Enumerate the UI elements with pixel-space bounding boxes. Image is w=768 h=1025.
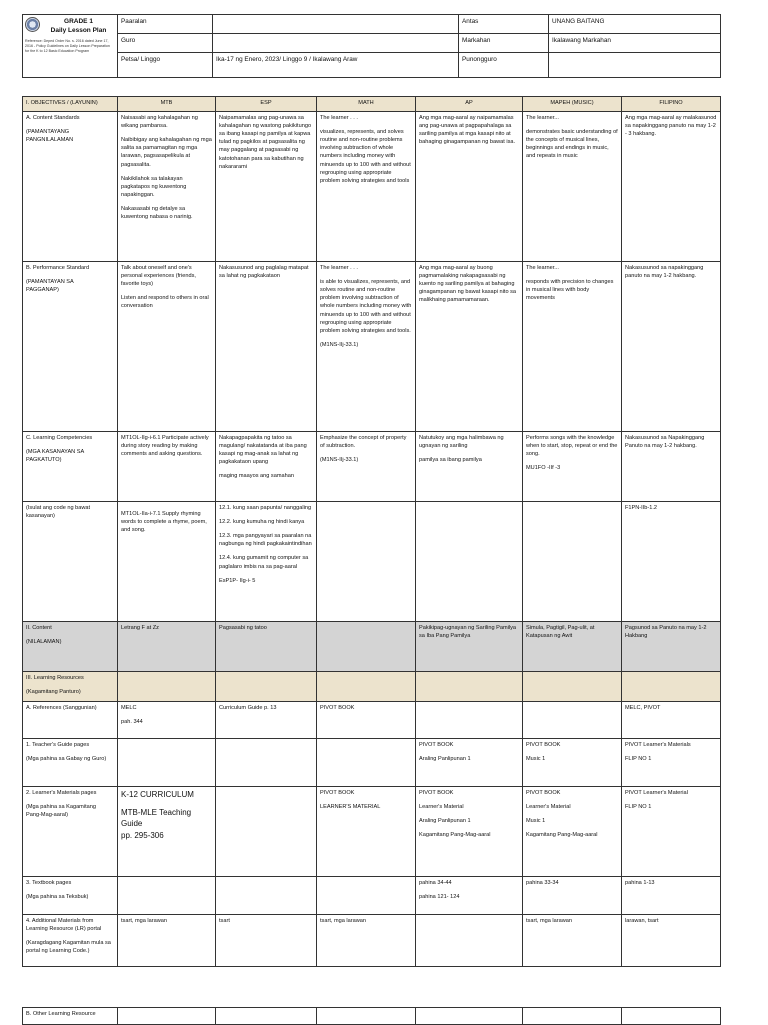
row-performance-standard bbox=[23, 262, 721, 432]
column-header: I. OBJECTIVES / (LAYUNIN) bbox=[23, 97, 118, 112]
row-label bbox=[23, 432, 118, 502]
cell-line: FLIP NO 1 bbox=[625, 804, 652, 811]
row-references bbox=[23, 702, 721, 739]
reference-note: Reference: Deped Order No. s. 2016 dated June 17, 2016 - Policy Guidelines on Daily Lesson Preparation for the K to 12 Basic Education Program bbox=[25, 38, 110, 53]
cell-line: Naipamamalas ang pag-unawa sa kahalagahan ng wastong pakikitungo sa ibang kasapi ng pamilya at kapwa tulad ng pagkilos at pagsasalita ng may paggalang at pagsasabi ng katotohanan para sa kabutihan ng nakararami bbox=[219, 115, 312, 170]
cell-line bbox=[320, 674, 412, 680]
column-header: MTB bbox=[118, 97, 216, 112]
column-header-row bbox=[23, 97, 721, 112]
subject-cell bbox=[317, 112, 416, 262]
subject-cell bbox=[416, 112, 523, 262]
subject-cell bbox=[216, 262, 317, 432]
cell-line: B. Performance Standard bbox=[26, 265, 90, 271]
subject-cell bbox=[317, 787, 416, 877]
markahan-label: Markahan bbox=[459, 34, 549, 53]
guro-label: Guro bbox=[118, 34, 213, 53]
row-code bbox=[23, 502, 721, 622]
subject-cell bbox=[118, 112, 216, 262]
cell-line: The learner... bbox=[526, 115, 559, 121]
subject-cell bbox=[317, 672, 416, 702]
cell-line: PIVOT BOOK bbox=[320, 790, 355, 796]
cell-line: Pang-Mag-aaral) bbox=[26, 812, 68, 819]
other-resource-label: B. Other Learning Resource bbox=[23, 1008, 118, 1025]
cell-line: Naibibigay ang kahalagahan ng mga salita sa pamamagitan ng mga larawan, pagsasapelikula at pagsasalita. bbox=[121, 137, 212, 168]
cell-line: (Mga pahina sa Teksbuk) bbox=[26, 894, 89, 901]
cell-line: Curriculum Guide p. 13 bbox=[219, 705, 277, 711]
cell-line bbox=[219, 741, 313, 747]
row-textbook-pages bbox=[23, 877, 721, 915]
cell-line: K-12 CURRICULUM bbox=[121, 790, 194, 799]
cell-line: Nakasusunod sa Napakinggang Panuto na may 1-2 hakbang. bbox=[625, 435, 705, 450]
row-teachers-guide bbox=[23, 739, 721, 787]
cell-line: pp. 295-306 bbox=[121, 830, 164, 840]
cell-line: (NILALAMAN) bbox=[26, 639, 62, 646]
cell-line: Pagsunod sa Panuto na may 1-2 Hakbang bbox=[625, 625, 707, 640]
cell-line: tsart, mga larawan bbox=[526, 918, 573, 924]
subject-cell bbox=[118, 432, 216, 502]
cell-line bbox=[526, 704, 618, 710]
cell-line: tsart, mga larawan bbox=[121, 918, 168, 924]
subject-cell bbox=[622, 739, 721, 787]
header-table bbox=[22, 14, 721, 78]
subject-cell bbox=[118, 915, 216, 967]
subject-cell bbox=[118, 672, 216, 702]
cell-line: Ang mga mag-aaral ay malakasunod sa napakinggang panuto na may 1-2 - 3 hakbang. bbox=[625, 115, 717, 138]
cell-line bbox=[419, 917, 519, 923]
cell-line: MT1OL-IIg-i-6.1 Participate actively during story reading by making comments and asking questions. bbox=[121, 435, 209, 458]
cell-line: Natutukoy ang mga halimbawa ng ugnayan ng sariling bbox=[419, 435, 504, 450]
cell-line: Letrang F at Zz bbox=[121, 625, 159, 631]
subject-cell bbox=[622, 262, 721, 432]
cell-line: Pakikipag-ugnayan ng Sariling Pamilya sa Iba Pang Pamilya bbox=[419, 625, 517, 640]
cell-line: tsart, mga larawan bbox=[320, 918, 367, 924]
subject-cell bbox=[216, 432, 317, 502]
cell-line: larawan, tsart bbox=[625, 918, 659, 924]
cell-line bbox=[625, 674, 717, 680]
cell-line: MU1FO -IIf -3 bbox=[526, 465, 561, 472]
subject-cell bbox=[317, 915, 416, 967]
cell-line: Naisasabi ang kahalagahan ng wikang pambansa. bbox=[121, 115, 198, 130]
subject-cell bbox=[317, 702, 416, 739]
subject-cell bbox=[416, 262, 523, 432]
subject-cell bbox=[118, 702, 216, 739]
cell-line: C. Learning Competencies bbox=[26, 435, 93, 441]
subject-cell bbox=[622, 622, 721, 672]
subject-cell bbox=[622, 112, 721, 262]
cell-line: tsart bbox=[219, 918, 230, 924]
row-label bbox=[23, 622, 118, 672]
cell-line bbox=[320, 624, 412, 630]
subject-cell bbox=[622, 502, 721, 622]
deped-seal-icon bbox=[25, 17, 40, 32]
subject-cell bbox=[416, 622, 523, 672]
cell-line: (Mga pahina sa Gabay ng Guro) bbox=[26, 756, 107, 763]
lesson-plan-table bbox=[22, 96, 721, 967]
cell-line bbox=[121, 879, 212, 885]
cell-line bbox=[121, 741, 212, 747]
subject-cell bbox=[622, 672, 721, 702]
row-label bbox=[23, 672, 118, 702]
cell-line: PIVOT BOOK bbox=[419, 790, 454, 796]
paaralan-value bbox=[213, 15, 459, 34]
cell-line: (M1NS-IIj-33.1) bbox=[320, 457, 359, 464]
subject-cell bbox=[523, 502, 622, 622]
guro-value bbox=[213, 34, 459, 53]
antas-value: UNANG BAITANG bbox=[549, 15, 721, 34]
subject-cell bbox=[317, 262, 416, 432]
cell-line: The learner . . . bbox=[320, 265, 358, 271]
cell-line: PIVOT BOOK bbox=[526, 790, 561, 796]
cell-line: Ang mga mag-aaral ay naipamamalas ang pag-unawa at pagpapahalaga sa sariling pamilya at mga kasapi nito at bahaging ginagampanan ng bawat isa. bbox=[419, 115, 516, 146]
subject-cell bbox=[216, 112, 317, 262]
subject-cell bbox=[523, 787, 622, 877]
row-label bbox=[23, 915, 118, 967]
cell-line: II. Content bbox=[26, 625, 52, 631]
subject-cell bbox=[416, 702, 523, 739]
subject-cell bbox=[523, 739, 622, 787]
cell-line: LEARNER'S MATERIAL bbox=[320, 804, 381, 811]
cell-line: (Karagdagang Kagamitan mula sa portal ng Learning Code.) bbox=[26, 940, 111, 955]
cell-line: Learner's Material bbox=[526, 804, 571, 811]
cell-line: PIVOT BOOK bbox=[526, 742, 561, 748]
plan-title: Daily Lesson Plan bbox=[50, 27, 107, 35]
row-label bbox=[23, 502, 118, 622]
cell-line: (PAMANTAYAN SA bbox=[26, 279, 74, 286]
subject-cell bbox=[216, 502, 317, 622]
cell-line: pah. 344 bbox=[121, 719, 143, 726]
cell-line: visualizes, represents, and solves routine and non-routine problems involving subtraction of whole numbers including money with minuends up to 100 with and without regrouping using appropriate problem solving strategies and tools bbox=[320, 129, 411, 184]
cell-line: (PAMANTAYANG bbox=[26, 129, 70, 136]
cell-line: Talk about oneself and one's personal experiences (friends, favorite toys) bbox=[121, 265, 196, 288]
subject-cell bbox=[118, 502, 216, 622]
cell-line: MT1OL-IIa-i-7.1 Supply rhyming words to complete a rhyme, poem, and song. bbox=[121, 511, 207, 534]
other-resource-table bbox=[22, 1007, 721, 1025]
cell-line: III. Learning Resources bbox=[26, 675, 84, 681]
cell-line bbox=[219, 674, 313, 680]
cell-line: Nakapagpapakita ng tatoo sa magulang/ nakatatanda at iba pang kasapi ng mag-anak sa lahat ng pagkakataon upang bbox=[219, 435, 307, 466]
cell-line bbox=[526, 674, 618, 680]
cell-line: (M1NS-IIj-33.1) bbox=[320, 341, 359, 348]
subject-cell bbox=[317, 739, 416, 787]
cell-line: (Isulat ang code ng bawat bbox=[26, 505, 91, 511]
subject-cell bbox=[416, 432, 523, 502]
cell-line bbox=[320, 504, 412, 510]
other-resource-cell bbox=[523, 1008, 622, 1025]
column-header: MATH bbox=[317, 97, 416, 112]
cell-line: Listen and respond to others in oral conversation bbox=[121, 295, 209, 310]
cell-line: Learner's Material bbox=[419, 804, 464, 811]
cell-line: PIVOT Learner's Material bbox=[625, 790, 688, 796]
subject-cell bbox=[118, 787, 216, 877]
cell-line: 4. Additional Materials from Learning Resource (LR) portal bbox=[26, 918, 102, 933]
cell-line: Kagamitang Pang-Mag-aaral bbox=[419, 832, 491, 839]
cell-line bbox=[419, 674, 519, 680]
cell-line: maging maayos ang samahan bbox=[219, 473, 294, 480]
cell-line bbox=[219, 879, 313, 885]
column-header: AP bbox=[416, 97, 523, 112]
cell-line: MELC, PIVOT bbox=[625, 705, 661, 711]
subject-cell bbox=[523, 432, 622, 502]
cell-line: Araling Panlipunan 1 bbox=[419, 818, 471, 825]
subject-cell bbox=[523, 262, 622, 432]
subject-cell bbox=[523, 877, 622, 915]
subject-cell bbox=[523, 622, 622, 672]
subject-cell bbox=[216, 915, 317, 967]
cell-line: F1PN-IIb-1.2 bbox=[625, 505, 658, 511]
cell-line: Performs songs with the knowledge when to start, stop, repeat or end the song. bbox=[526, 435, 618, 458]
cell-line: responds with precision to changes in musical lines with body movements bbox=[526, 279, 614, 302]
cell-line: Ang mga mag-aaral ay buong pagmamalaking nakapagsasabi ng kuento ng sariling pamilya at bahaging ginagampanan ng bawat kasapi nito sa malikhaing pamamamaraan. bbox=[419, 265, 517, 304]
cell-line bbox=[419, 704, 519, 710]
other-resource-cell bbox=[216, 1008, 317, 1025]
row-learners-materials bbox=[23, 787, 721, 877]
cell-line: 2. Learner's Materials pages bbox=[26, 790, 97, 796]
grade-title: GRADE 1 bbox=[64, 18, 93, 25]
cell-line: PANGNILALAMAN bbox=[26, 137, 74, 144]
column-header: FILIPINO bbox=[622, 97, 721, 112]
subject-cell bbox=[216, 622, 317, 672]
row-label bbox=[23, 262, 118, 432]
subject-cell bbox=[622, 915, 721, 967]
cell-line: PIVOT BOOK bbox=[419, 742, 454, 748]
subject-cell bbox=[622, 787, 721, 877]
column-header: ESP bbox=[216, 97, 317, 112]
subject-cell bbox=[118, 739, 216, 787]
cell-line: pahina 1-13 bbox=[625, 880, 655, 886]
cell-line: PAGKATUTO) bbox=[26, 457, 62, 464]
subject-cell bbox=[523, 915, 622, 967]
cell-line: 12.4. kung gumamit ng computer sa paglalaro imbis na sa pag-aaral bbox=[219, 555, 309, 570]
cell-line: 12.3. mga pangyayari sa paaralan na nagbunga ng hindi pagkakaintindihan bbox=[219, 533, 312, 548]
cell-line: 12.1. kung saan papunta/ nanggaling bbox=[219, 505, 312, 511]
subject-cell bbox=[416, 739, 523, 787]
cell-line: A. References (Sanggunian) bbox=[26, 705, 97, 711]
row-label bbox=[23, 112, 118, 262]
cell-line: 12.2. kung kumuha ng hindi kanya bbox=[219, 519, 305, 526]
antas-label: Antas bbox=[459, 15, 549, 34]
cell-line: MELC bbox=[121, 705, 137, 711]
subject-cell bbox=[523, 112, 622, 262]
punongguro-label: Punongguro bbox=[459, 53, 549, 78]
row-learning-resources bbox=[23, 672, 721, 702]
subject-cell bbox=[622, 877, 721, 915]
subject-cell bbox=[216, 787, 317, 877]
subject-cell bbox=[416, 672, 523, 702]
subject-cell bbox=[416, 877, 523, 915]
cell-line: Araling Panlipunan 1 bbox=[419, 756, 471, 763]
cell-line: Music 1 bbox=[526, 756, 546, 763]
cell-line: Emphasize the concept of property of subtraction. bbox=[320, 435, 407, 450]
subject-cell bbox=[317, 432, 416, 502]
cell-line bbox=[320, 879, 412, 885]
other-resource-cell bbox=[118, 1008, 216, 1025]
subject-cell bbox=[523, 702, 622, 739]
cell-line: kasanayan) bbox=[26, 513, 55, 520]
row-content-standards bbox=[23, 112, 721, 262]
cell-line: Music 1 bbox=[526, 818, 546, 825]
row-content bbox=[23, 622, 721, 672]
markahan-value: Ikalawang Markahan bbox=[549, 34, 721, 53]
cell-line: PIVOT Learner's Materials bbox=[625, 742, 691, 748]
other-resource-cell bbox=[622, 1008, 721, 1025]
cell-line: Nakasusunod sa napakinggang panuto na may 1-2 hakbang. bbox=[625, 265, 704, 280]
subject-cell bbox=[216, 672, 317, 702]
cell-line: Simula, Pagtigil, Pag-ulit, at Katapusan ng Awit bbox=[526, 625, 595, 640]
cell-line bbox=[320, 741, 412, 747]
subject-cell bbox=[216, 702, 317, 739]
cell-line bbox=[419, 504, 519, 510]
subject-cell bbox=[416, 502, 523, 622]
cell-line bbox=[526, 504, 618, 510]
cell-line: pahina 34-44 bbox=[419, 880, 452, 886]
paaralan-label: Paaralan bbox=[118, 15, 213, 34]
cell-line: FLIP NO 1 bbox=[625, 756, 652, 763]
cell-line: Pagsasabi ng tatoo bbox=[219, 625, 267, 631]
cell-line: The learner... bbox=[526, 265, 559, 271]
subject-cell bbox=[118, 262, 216, 432]
other-resource-cell bbox=[416, 1008, 523, 1025]
punongguro-value bbox=[549, 53, 721, 78]
subject-cell bbox=[622, 702, 721, 739]
subject-cell bbox=[416, 787, 523, 877]
row-label bbox=[23, 877, 118, 915]
cell-line: Nakikilahok sa talakayan pagkatapos ng kuwentong napakinggan. bbox=[121, 175, 187, 198]
cell-line: (Mga pahina sa Kagamitang bbox=[26, 804, 96, 811]
cell-line: pahina 33-34 bbox=[526, 880, 559, 886]
row-learning-competencies bbox=[23, 432, 721, 502]
other-resource-cell bbox=[317, 1008, 416, 1025]
header-logo-cell bbox=[23, 15, 118, 78]
subject-cell bbox=[317, 622, 416, 672]
cell-line: Nakasasabi ng detalye sa kuwentong nabasa o narinig. bbox=[121, 205, 193, 221]
cell-line: is able to visualizes, represents, and solves routine and non-routine problem involving subtraction of whole numbers including money with minuends up to 100 with and without regrouping using appropriate problem solving strategies and tools. bbox=[320, 279, 412, 334]
cell-line: 3. Textbook pages bbox=[26, 880, 72, 886]
cell-line: PAGGANAP) bbox=[26, 287, 59, 294]
cell-line: (MGA KASANAYAN SA bbox=[26, 449, 85, 456]
cell-line: EsP1P- IIg-i- 5 bbox=[219, 577, 256, 584]
subject-cell bbox=[118, 877, 216, 915]
cell-line bbox=[219, 789, 313, 795]
cell-line: A. Content Standards bbox=[26, 115, 80, 121]
cell-line: PIVOT BOOK bbox=[320, 705, 355, 711]
subject-cell bbox=[317, 877, 416, 915]
subject-cell bbox=[216, 877, 317, 915]
cell-line: MTB-MLE Teaching Guide bbox=[121, 807, 192, 829]
cell-line: Nakasusunod ang paglalag matapat sa lahat ng pagkakataon bbox=[219, 265, 309, 280]
cell-line: demonstrates basic understanding of the concepts of musical lines, beginnings and endings in music, and repeats in music bbox=[526, 129, 618, 160]
cell-line: 1. Teacher's Guide pages bbox=[26, 742, 90, 748]
cell-line: The learner . . . bbox=[320, 115, 358, 121]
subject-cell bbox=[216, 739, 317, 787]
subject-cell bbox=[416, 915, 523, 967]
cell-line bbox=[121, 674, 212, 680]
subject-cell bbox=[523, 672, 622, 702]
row-label bbox=[23, 702, 118, 739]
subject-cell bbox=[118, 622, 216, 672]
row-label bbox=[23, 739, 118, 787]
cell-line: pamilya sa ibang pamilya bbox=[419, 457, 482, 464]
row-additional-materials bbox=[23, 915, 721, 967]
cell-line: (Kagamitang Panturo) bbox=[26, 689, 81, 696]
petsa-label: Petsa/ Linggo bbox=[118, 53, 213, 78]
cell-line: pahina 121- 124 bbox=[419, 894, 460, 901]
subject-cell bbox=[317, 502, 416, 622]
row-label bbox=[23, 787, 118, 877]
petsa-value: Ika-17 ng Enero, 2023/ Linggo 9 / Ikalawang Araw bbox=[213, 53, 459, 78]
cell-line: Kagamitang Pang-Mag-aaral bbox=[526, 832, 598, 839]
column-header: MAPEH (MUSIC) bbox=[523, 97, 622, 112]
subject-cell bbox=[622, 432, 721, 502]
